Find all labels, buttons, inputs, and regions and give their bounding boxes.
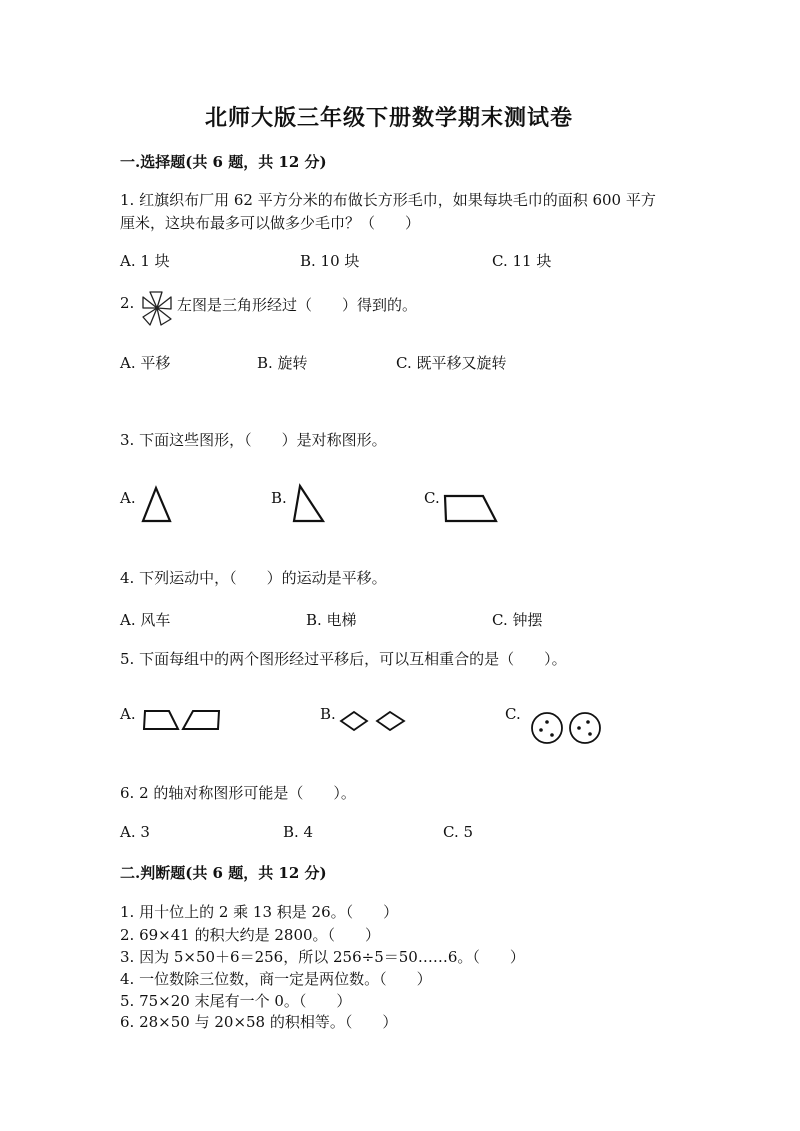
question-1-option-c: C. 11 块 [492,252,552,270]
section-heading-choice: 一.选择题(共 6 题，共 12 分) [120,153,327,171]
trapezoid-figure [443,494,499,524]
question-2-option-a: A. 平移 [120,354,171,372]
question-4-option-a: A. 风车 [120,611,171,629]
question-3-text: 3. 下面这些图形，（ ）是对称图形。 [120,431,387,449]
question-3-option-b: B. [271,489,287,507]
question-2-number: 2. [120,294,135,312]
question-4-option-c: C. 钟摆 [492,611,543,629]
judgement-item-2: 2. 69×41 的积大约是 2800。（ ） [120,926,381,944]
question-2-option-b: B. 旋转 [257,354,308,372]
judgement-item-3: 3. 因为 5×50＋6＝256，所以 256÷5＝50……6。（ ） [120,948,525,966]
trapezoid-pair-figure [141,708,223,732]
diamond-pair-figure [340,709,408,733]
question-5-option-b: B. [320,705,336,723]
question-4-text: 4. 下列运动中，（ ）的运动是平移。 [120,569,387,587]
question-5-option-a: A. [120,705,136,723]
question-2-option-c: C. 既平移又旋转 [396,354,507,372]
question-5-text: 5. 下面每组中的两个图形经过平移后，可以互相重合的是（ ）。 [120,650,567,668]
question-3-option-c: C. [424,489,440,507]
judgement-item-4: 4. 一位数除三位数，商一定是两位数。（ ） [120,970,432,988]
question-5-option-c: C. [505,705,521,723]
question-6-option-c: C. 5 [443,823,474,841]
isosceles-triangle-figure [142,487,172,523]
question-1-option-a: A. 1 块 [120,252,170,270]
question-3-option-a: A. [120,489,136,507]
question-1-line-1: 1. 红旗织布厂用 62 平方分米的布做长方形毛巾，如果每块毛巾的面积 600 平方 [120,191,656,209]
circle-pair-figure [530,711,604,745]
judgement-item-5: 5. 75×20 末尾有一个 0。（ ） [120,992,352,1010]
question-4-option-b: B. 电梯 [306,611,357,629]
question-1-option-b: B. 10 块 [300,252,360,270]
judgement-item-1: 1. 用十位上的 2 乘 13 积是 26。（ ） [120,903,399,921]
page-title: 北师大版三年级下册数学期末测试卷 [205,105,574,131]
question-6-option-a: A. 3 [120,823,150,841]
question-2-text: 左图是三角形经过（ ）得到的。 [177,296,418,314]
scalene-triangle-figure [292,485,326,523]
judgement-item-6: 6. 28×50 与 20×58 的积相等。（ ） [120,1013,398,1031]
question-6-option-b: B. 4 [283,823,314,841]
section-heading-judgement: 二.判断题(共 6 题，共 12 分) [120,864,327,882]
question-1-line-2: 厘米，这块布最多可以做多少毛巾？（ ） [120,214,421,232]
pinwheel-figure [140,289,174,327]
question-6-text: 6. 2 的轴对称图形可能是（ ）。 [120,784,356,802]
